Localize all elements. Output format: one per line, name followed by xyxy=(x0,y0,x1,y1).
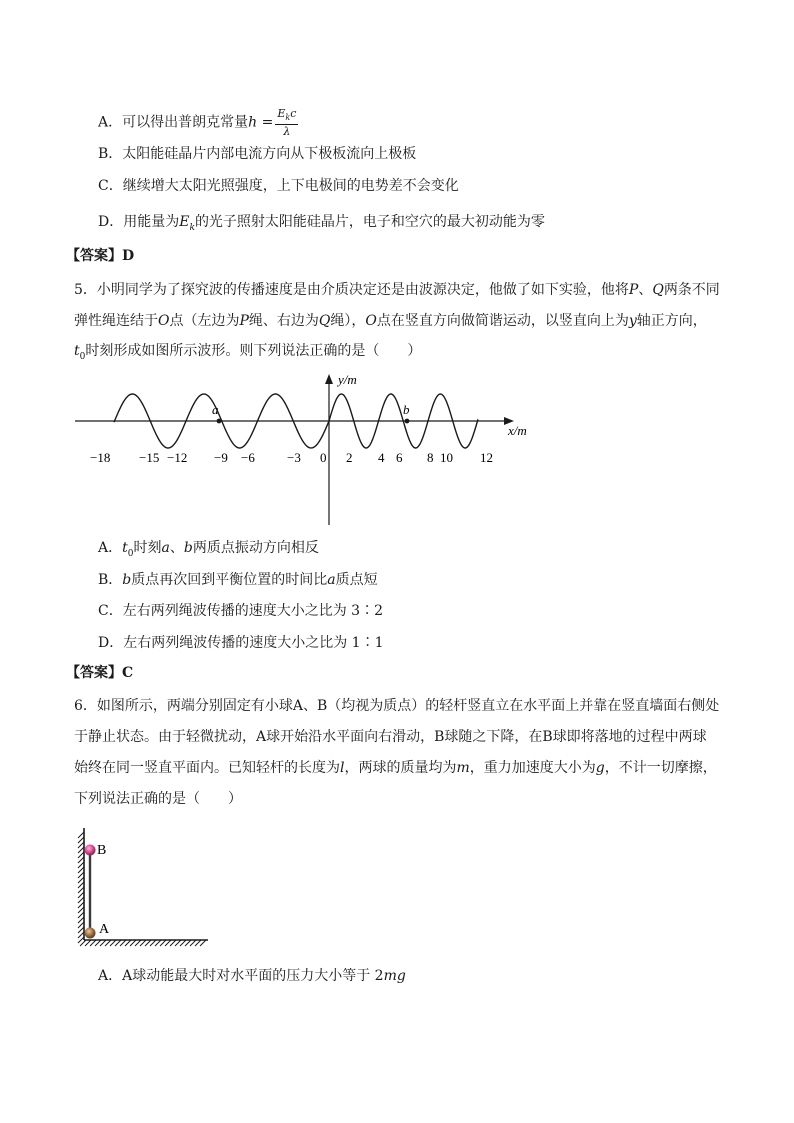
tick-label: 4 xyxy=(378,450,385,465)
tick-label: −18 xyxy=(90,450,111,465)
q5-option-d: D．左右两列绳波传播的速度大小之比为 1∶1 xyxy=(98,635,384,651)
q4-option-d: D．用能量为$E_k$的光子照射太阳能硅晶片，电子和空穴的最大初动能为零 xyxy=(98,214,545,233)
q4-answer: 【答案】D xyxy=(66,248,135,264)
tick-label: 8 xyxy=(427,450,434,465)
ball-a xyxy=(85,928,96,939)
rod-wall-figure xyxy=(72,826,214,950)
q6-stem-line-1: 6．如图所示，两端分别固定有小球A、B（均视为质点）的轻杆竖直立在水平面上并靠在竖直墙面右侧处 xyxy=(74,698,720,714)
q5-option-b: B．b质点再次回到平衡位置的时间比a质点短 xyxy=(98,572,378,588)
tick-label: 0 xyxy=(320,450,327,465)
y-axis-arrow xyxy=(325,374,333,384)
ball-a-label: A xyxy=(99,922,110,937)
q5-stem-line-2: 弹性绳连结于O点（左边为P绳、右边为Q绳），O点在竖直方向做简谐运动，以竖直向上为y轴正方向， xyxy=(74,313,707,329)
q5-answer: 【答案】C xyxy=(66,665,134,681)
tick-label: 10 xyxy=(440,450,453,465)
q5-option-c: C．左右两列绳波传播的速度大小之比为 3∶2 xyxy=(98,603,383,619)
y-axis-label: y/m xyxy=(338,372,357,387)
ball-b-label: B xyxy=(97,843,107,858)
q5-stem-line-3: $t_0$时刻形成如图所示波形。则下列说法正确的是（ ） xyxy=(74,343,422,362)
q6-stem-line-2: 于静止状态。由于轻微扰动，A球开始沿水平面向右滑动，B球随之下降，在B球即将落地的过程中两球 xyxy=(74,729,707,745)
ball-b xyxy=(85,845,96,856)
tick-label: −12 xyxy=(167,450,188,465)
q6-stem-line-3: 始终在同一竖直平面内。已知轻杆的长度为l，两球的质量均为m，重力加速度大小为g，不计一切摩擦， xyxy=(74,760,717,776)
formula-lhs: h = xyxy=(248,114,274,131)
floor-hatching xyxy=(80,940,206,946)
q4-option-b: B．太阳能硅晶片内部电流方向从下极板流向上极板 xyxy=(98,146,417,162)
q5-option-a: A．$t_0$时刻a、b两质点振动方向相反 xyxy=(98,540,319,559)
particle-a xyxy=(217,419,222,424)
tick-label: −3 xyxy=(287,450,301,465)
q5-stem-line-1: 5．小明同学为了探究波的传播速度是由介质决定还是由波源决定，他做了如下实验，他将P、Q两条不同 xyxy=(74,282,720,298)
particle-b xyxy=(405,419,410,424)
q4-option-c: C．继续增大太阳光照强度，上下电极间的电势差不会变化 xyxy=(98,178,459,194)
q6-option-a: A．A球动能最大时对水平面的压力大小等于 2mg xyxy=(98,968,406,984)
particle-a-label: a xyxy=(212,402,219,417)
particle-b-label: b xyxy=(403,402,410,417)
tick-label: −15 xyxy=(139,450,160,465)
tick-label: −6 xyxy=(241,450,255,465)
wave-figure xyxy=(70,370,540,530)
q6-stem-line-4: 下列说法正确的是（ ） xyxy=(74,791,242,807)
q4-option-a: A．可以得出普朗克常量h = $\frac{E_kc}{\lambda}$ xyxy=(98,107,297,139)
tick-label: 12 xyxy=(480,450,493,465)
tick-label: 2 xyxy=(346,450,353,465)
tick-label: 6 xyxy=(396,450,403,465)
planck-fraction: $\frac{E_kc}{\lambda}$ xyxy=(277,107,297,139)
tick-label: −9 xyxy=(214,450,228,465)
wall-hatching xyxy=(78,832,84,943)
x-axis-label: x/m xyxy=(508,423,527,438)
